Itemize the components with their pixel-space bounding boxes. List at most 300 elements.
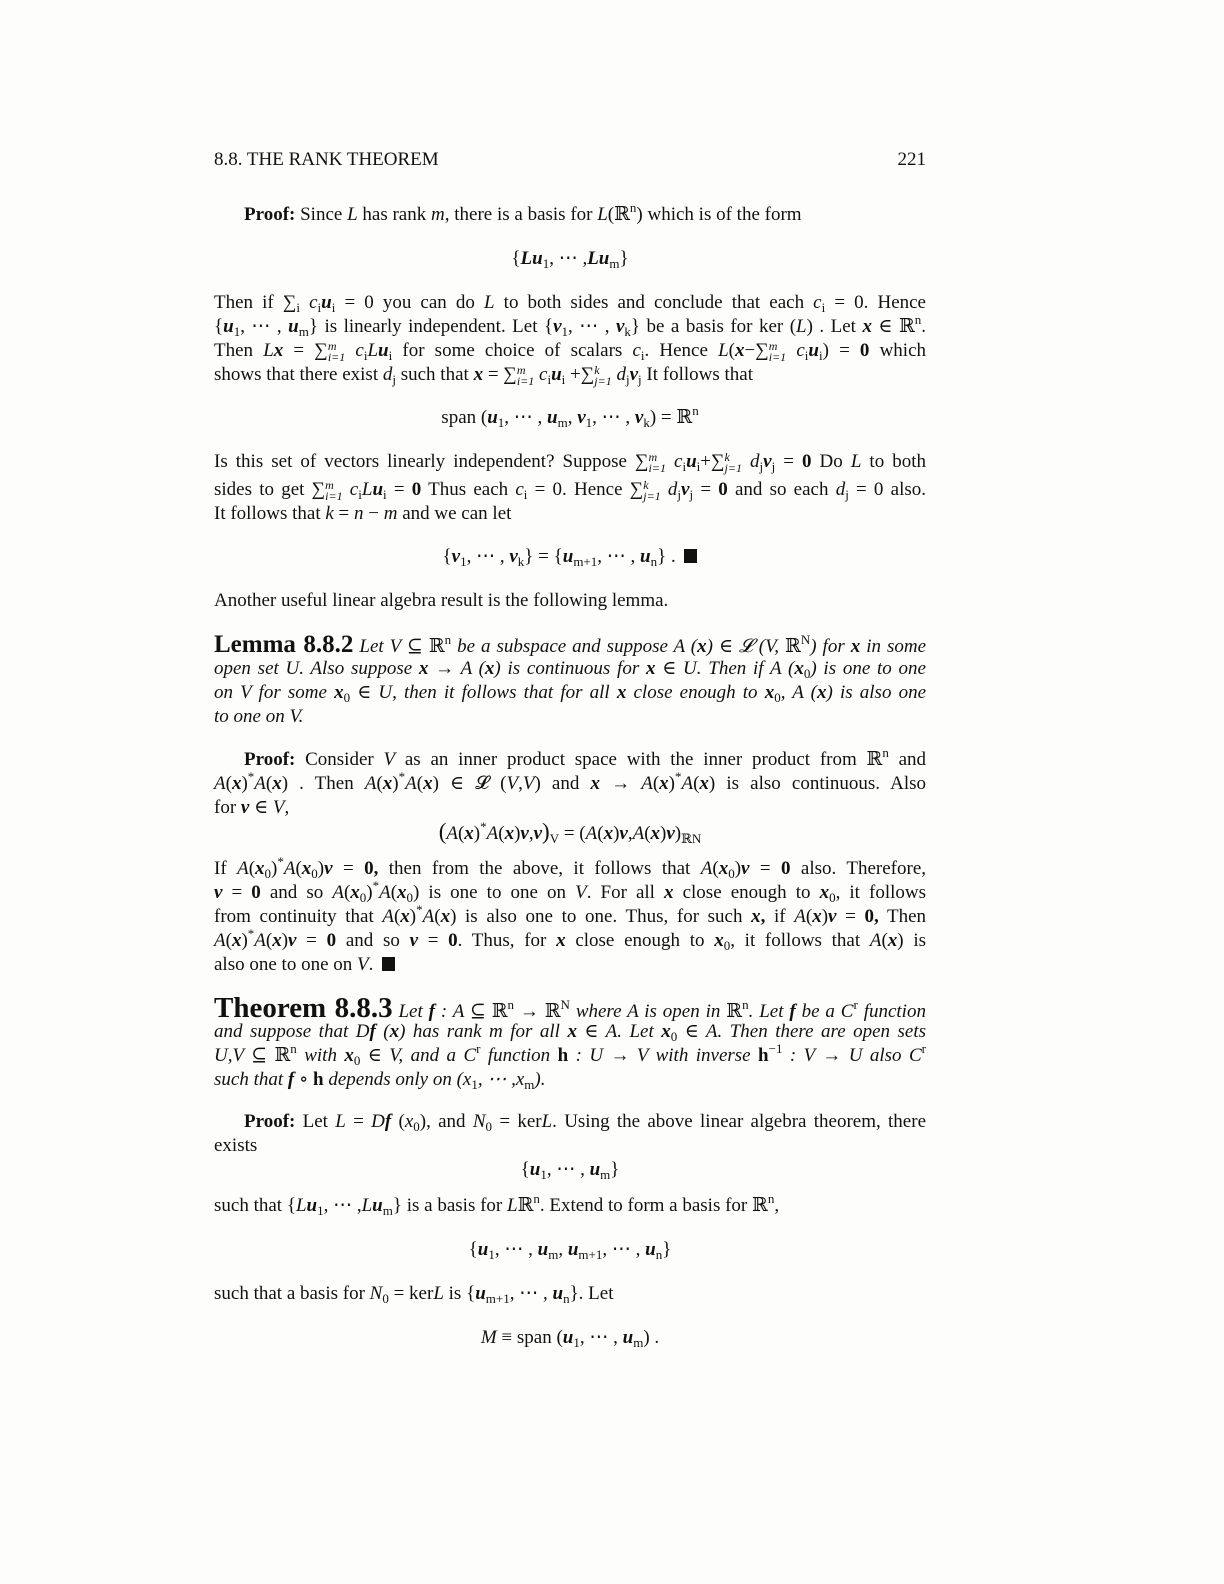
text-run: sides to get ∑ (214, 479, 326, 500)
text-run: It follows that (214, 503, 326, 524)
text-run: x (699, 773, 709, 794)
text-run: L (484, 292, 495, 313)
text-run: ) ∈ 𝓛 ( (432, 773, 507, 794)
text-run: } (610, 1159, 620, 1180)
text-run: +∑ (565, 364, 595, 385)
text-run: ) (392, 773, 399, 794)
text-run: ) (668, 773, 675, 794)
text-run: Is this set of vectors linearly independent? Suppose ∑ (214, 451, 649, 472)
text-run: ( (597, 823, 604, 844)
sum-limits: m i=1 (325, 478, 343, 503)
text-run: ( (693, 773, 700, 794)
text-run: L (347, 204, 358, 225)
text-run: x (664, 882, 674, 903)
text-run: } (662, 1239, 672, 1260)
text-run: , (284, 797, 290, 818)
text-run: and (888, 749, 927, 770)
text-run: and we can let (397, 503, 512, 524)
text-run: U,V ⊆ (214, 1045, 275, 1066)
text-run: as an inner product space with the inner product from ℝ (395, 749, 883, 770)
superscript: N (560, 997, 570, 1012)
text-run: x (714, 930, 724, 951)
text-run: x (650, 823, 661, 844)
superscript: n (882, 745, 889, 760)
text-run: u (640, 546, 651, 567)
text-run: x (659, 773, 669, 794)
text-run: x (718, 858, 729, 879)
qed-square-icon (382, 957, 395, 971)
text-line (214, 450, 926, 474)
text-run: be a subspace and suppose A ( (451, 636, 698, 657)
text-run: x (273, 340, 284, 361)
subscript: 0 (343, 690, 351, 705)
subscript: j (677, 487, 682, 502)
text-run: = 0 also. (848, 479, 926, 500)
text-run: ) is continuous for (494, 658, 646, 679)
subscript: i (804, 348, 809, 363)
text-run: ( (457, 823, 465, 844)
text-run: ) is one to one (810, 658, 926, 679)
text-run: ) (366, 882, 373, 903)
display-basis-Lu (214, 247, 926, 271)
text-run: c (534, 364, 548, 385)
text-run: , ⋯ , (568, 316, 616, 337)
text-run: x (397, 882, 407, 903)
text-run: k (325, 503, 334, 524)
lemma-8-8-2 (214, 633, 926, 659)
text-run: A (585, 823, 598, 844)
text-run: ) (409, 906, 417, 927)
superscript: r (853, 997, 858, 1012)
superscript: * (398, 769, 406, 784)
text-run: A (364, 773, 377, 794)
text-run: x (504, 823, 515, 844)
text-run: x (590, 773, 600, 794)
text-run: ) (514, 823, 521, 844)
text-run: = (333, 503, 355, 524)
superscript: n (767, 1191, 775, 1206)
text-run: x (272, 773, 282, 794)
subscript: m (633, 1335, 644, 1350)
text-run: ( (805, 906, 813, 927)
text-run: be a C (795, 1001, 854, 1022)
text-run: x (645, 658, 656, 679)
subscript: j (392, 372, 396, 387)
text-run: A (254, 930, 266, 951)
text-run: u (288, 316, 299, 337)
text-run: v (533, 823, 543, 844)
text-run: ) (473, 823, 481, 844)
text-run: x (464, 823, 474, 844)
text-run: = ( (559, 823, 586, 844)
text-run: ( (265, 773, 273, 794)
text-run: c (813, 292, 822, 313)
text-run: 0 (718, 479, 728, 500)
text-run: v (634, 407, 644, 428)
text-run: = ∑ (483, 364, 517, 385)
text-line (214, 339, 926, 363)
text-run: N (369, 1283, 383, 1304)
text-run: x (423, 773, 433, 794)
text-run: ( (607, 204, 615, 225)
text-run: Since (295, 204, 348, 225)
subscript: 1 (497, 415, 505, 430)
text-run: function (857, 1001, 926, 1022)
text-run: 0 (411, 479, 422, 500)
superscript: * (674, 769, 682, 784)
text-run: ) . Then (281, 773, 365, 794)
text-run: 0 (781, 858, 791, 879)
text-run: x (816, 682, 827, 703)
text-run: A (382, 906, 394, 927)
text-run: = (418, 930, 449, 951)
text-run: x (484, 658, 495, 679)
text-run: = (332, 858, 365, 879)
text-run: +∑ (700, 451, 725, 472)
text-run: span ( (441, 407, 488, 428)
text-run: A (237, 858, 249, 879)
text-run: d (611, 364, 626, 385)
text-run: v (214, 882, 223, 903)
text-run: , (627, 823, 633, 844)
subscript: i (317, 300, 322, 315)
text-run: u (562, 546, 574, 567)
superscript: N (800, 632, 811, 647)
text-run: exists (214, 1135, 258, 1156)
proof-2-end (214, 953, 926, 977)
text-run: ( (712, 858, 719, 879)
text-run: depends only on (x (323, 1069, 472, 1090)
text-run: V (272, 797, 285, 818)
proof-label: Proof: (244, 1111, 296, 1132)
text-run: = ker (492, 1111, 542, 1132)
text-run: ), and (419, 1111, 473, 1132)
text-run: also. Therefore, (790, 858, 927, 879)
subscript: 0 (774, 690, 781, 705)
text-run: x (231, 773, 242, 794)
text-run: ∈ ℝ (871, 316, 915, 337)
text-run: u (562, 1327, 574, 1348)
text-run: → ℝ (513, 1001, 561, 1022)
text-run: ) (241, 773, 248, 794)
text-line (214, 796, 926, 820)
text-run: x (616, 682, 627, 703)
text-line (214, 902, 927, 929)
text-run: ) has rank m for all (399, 1021, 568, 1042)
subscript: 0 (311, 866, 318, 881)
text-run: = (836, 906, 865, 927)
text-run: x (231, 930, 242, 951)
text-run: to both sides and conclude that each (494, 292, 814, 313)
text-run: ) (734, 858, 742, 879)
superscript: * (277, 854, 284, 869)
text-run: u (645, 1239, 656, 1260)
text-run: 0 (251, 882, 261, 903)
text-run: Another useful linear algebra result is the following lemma. (214, 590, 669, 611)
superscript: −1 (768, 1041, 783, 1056)
text-run: u (686, 451, 697, 472)
text-run: v (553, 316, 562, 337)
subscript: i (388, 348, 393, 363)
subscript: j (759, 459, 764, 474)
text-run: which (869, 340, 926, 361)
subscript: i (682, 459, 687, 474)
text-line (214, 1068, 926, 1092)
proof-label: Proof: (244, 204, 296, 225)
text-run: V (357, 954, 369, 975)
text-line (214, 769, 926, 796)
text-run: c (300, 292, 318, 313)
text-run: then from the above, it follows that (378, 858, 701, 879)
text-run: x (255, 858, 265, 879)
text-run: ) (613, 823, 620, 844)
text-run: ( (438, 819, 447, 844)
text-run: h (313, 1069, 324, 1090)
text-run: ) which is of the form (636, 204, 802, 225)
text-run: c (665, 451, 683, 472)
text-run: Lu (587, 248, 610, 269)
text-run: u (808, 340, 819, 361)
text-run: . Using the above linear algebra theorem, there (552, 1111, 927, 1132)
text-run: on V for some (214, 682, 335, 703)
text-run: A (486, 823, 499, 844)
superscript: * (247, 769, 255, 784)
text-run: A (254, 773, 266, 794)
subscript: i (818, 348, 823, 363)
text-run: to both (861, 451, 927, 472)
text-run: ) is one to one on (413, 882, 576, 903)
text-run: x (603, 823, 614, 844)
text-run: , it follows (835, 882, 927, 903)
text-run: = 0 you can do (335, 292, 484, 313)
text-run: ℝ (517, 1195, 534, 1216)
text-run: , it follows that (730, 930, 870, 951)
subscript: i (363, 348, 368, 363)
text-run: v (451, 546, 461, 567)
text-run: , (518, 773, 523, 794)
text-run: ( (652, 773, 660, 794)
text-run: v (681, 479, 690, 500)
text-run: is { (443, 1283, 476, 1304)
superscript: n (692, 403, 699, 418)
text-run: = (222, 882, 252, 903)
text-run: A (422, 906, 435, 927)
subscript: j (689, 487, 694, 502)
text-line (214, 1282, 926, 1306)
subscript: j (845, 487, 849, 502)
text-run: u (477, 1239, 489, 1260)
text-run: f (428, 1001, 435, 1022)
text-run: L (541, 1111, 553, 1132)
display-inner-product (214, 820, 926, 846)
text-run: A (379, 882, 391, 903)
text-run: u (223, 316, 234, 337)
text-run: x (734, 340, 745, 361)
text-run: u (589, 1159, 601, 1180)
text-run: ) = ℝ (649, 407, 693, 428)
subscript: 1 (233, 324, 241, 339)
text-run: . Let (748, 1001, 790, 1022)
text-run: Let V ⊆ (353, 636, 429, 657)
text-run: for (214, 797, 241, 818)
text-run: A (332, 882, 344, 903)
text-run: , ⋯ , (579, 1327, 623, 1348)
text-run: = (386, 479, 412, 500)
text-run: x (751, 906, 761, 927)
text-run: 0, (864, 906, 879, 927)
text-run: ) (660, 823, 667, 844)
text-run: L (718, 340, 729, 361)
text-run: ℝ (491, 1001, 508, 1022)
text-run: L (335, 1111, 346, 1132)
text-run: ( (295, 858, 302, 879)
superscript: * (372, 878, 380, 893)
text-run: , (774, 1195, 780, 1216)
subscript: 1 (460, 554, 467, 569)
text-run: . Hence (644, 340, 719, 361)
text-run: . Extend to form a basis for ℝ (539, 1195, 768, 1216)
text-run: = (296, 930, 327, 951)
text-run: = 0. Hence (825, 292, 926, 313)
text-run: V (383, 749, 396, 770)
text-run: A (681, 773, 694, 794)
text-line (214, 291, 926, 315)
subscript: 1 (585, 415, 593, 430)
text-run: ( (265, 930, 273, 951)
superscript: n (507, 997, 514, 1012)
text-run: , ⋯ , (504, 407, 548, 428)
display-v-equals-u (214, 545, 926, 569)
text-run: also one to one on (214, 954, 358, 975)
text-run: = (345, 1111, 372, 1132)
text-run: u (475, 1283, 486, 1304)
text-run: h (758, 1045, 769, 1066)
subscript: m+1 (578, 1247, 603, 1262)
text-run: u (372, 1195, 383, 1216)
text-run: ( (881, 930, 888, 951)
text-run: Then (214, 340, 264, 361)
text-run: v (828, 906, 837, 927)
text-run: L (433, 1283, 444, 1304)
text-run: such that (395, 364, 474, 385)
subscript: 1 (317, 1203, 324, 1218)
subscript: j (771, 459, 776, 474)
text-line (214, 1020, 926, 1044)
subscript: 1 (488, 1247, 495, 1262)
text-run: −∑ (744, 340, 769, 361)
text-run: A (446, 823, 458, 844)
text-run: L (361, 1195, 373, 1216)
text-run: function (480, 1045, 558, 1066)
text-line (214, 1041, 926, 1068)
text-run: d (382, 364, 393, 385)
text-run: f (369, 1021, 376, 1042)
text-run: ) is also one to one. Thus, for such (450, 906, 752, 927)
page-number: 221 (897, 149, 926, 170)
subscript: 0 (359, 890, 367, 905)
text-run: 0, (364, 858, 379, 879)
text-run: → (599, 773, 642, 794)
text-run: } be a basis for ker ( (630, 316, 797, 337)
sum-limits: k j=1 (594, 363, 612, 388)
text-run: L (367, 340, 379, 361)
subscript: ℝN (681, 831, 702, 846)
text-run: ) is also continuous. Also (708, 773, 926, 794)
subscript: i (696, 459, 701, 474)
text-run: if (765, 906, 795, 927)
subscript: m (557, 415, 568, 430)
sum-limits: m i=1 (516, 363, 535, 388)
text-run: v (288, 930, 297, 951)
text-run: u (622, 1327, 634, 1348)
text-run: ) (674, 823, 682, 844)
text-run: f (789, 1001, 796, 1022)
text-run: } is a basis for (392, 1195, 508, 1216)
text-run: ℝ (274, 1045, 291, 1066)
theorem-heading: Theorem 8.8.3 (214, 992, 393, 1024)
text-run: Lu (520, 248, 543, 269)
text-run: m (383, 503, 398, 524)
text-run: x (404, 1111, 414, 1132)
text-run: x (440, 906, 451, 927)
text-run: A (214, 930, 226, 951)
subscript: k (517, 554, 525, 569)
text-run: ∈ V, and a C (360, 1045, 477, 1066)
subscript: m (298, 324, 309, 339)
subscript: 1 (573, 1335, 580, 1350)
text-run: u (529, 1159, 541, 1180)
lemma-intro-text (214, 589, 926, 613)
text-run: , (760, 906, 766, 927)
superscript: n (914, 312, 922, 327)
text-run: ( (225, 930, 232, 951)
text-line (214, 403, 926, 430)
text-run: v (666, 823, 675, 844)
text-run: x (418, 658, 429, 679)
text-run: x (350, 882, 360, 903)
text-run: ( (416, 773, 424, 794)
text-run: . (921, 316, 927, 337)
text-run: v (741, 858, 750, 879)
subscript: 0 (406, 890, 414, 905)
text-run: x (382, 773, 393, 794)
text-run: v (409, 930, 419, 951)
text-run: ) (271, 858, 278, 879)
text-run: ( (225, 773, 232, 794)
text-run: A (283, 858, 296, 879)
text-run: , ⋯ , (494, 1239, 538, 1260)
text-run: ( (728, 340, 735, 361)
text-run: , ⋯ , (240, 316, 289, 337)
subscript: 0 (413, 1119, 420, 1134)
text-run: ℝ (785, 636, 801, 657)
text-run: Then (878, 906, 927, 927)
sum-limits: m i=1 (648, 450, 666, 475)
subscript: 0 (670, 1029, 678, 1044)
text-run: x (794, 658, 804, 679)
display-M-definition (214, 1326, 926, 1350)
text-run: x (389, 1021, 400, 1042)
text-run: c (786, 340, 805, 361)
text-run: d (835, 479, 846, 500)
text-run: close enough to (673, 882, 820, 903)
text-run: M (480, 1327, 497, 1348)
subscript: 0 (353, 1053, 361, 1068)
text-run: L (295, 1195, 307, 1216)
subscript: 1 (471, 1077, 478, 1092)
subscript: i (640, 348, 645, 363)
text-run: ( (644, 823, 651, 844)
